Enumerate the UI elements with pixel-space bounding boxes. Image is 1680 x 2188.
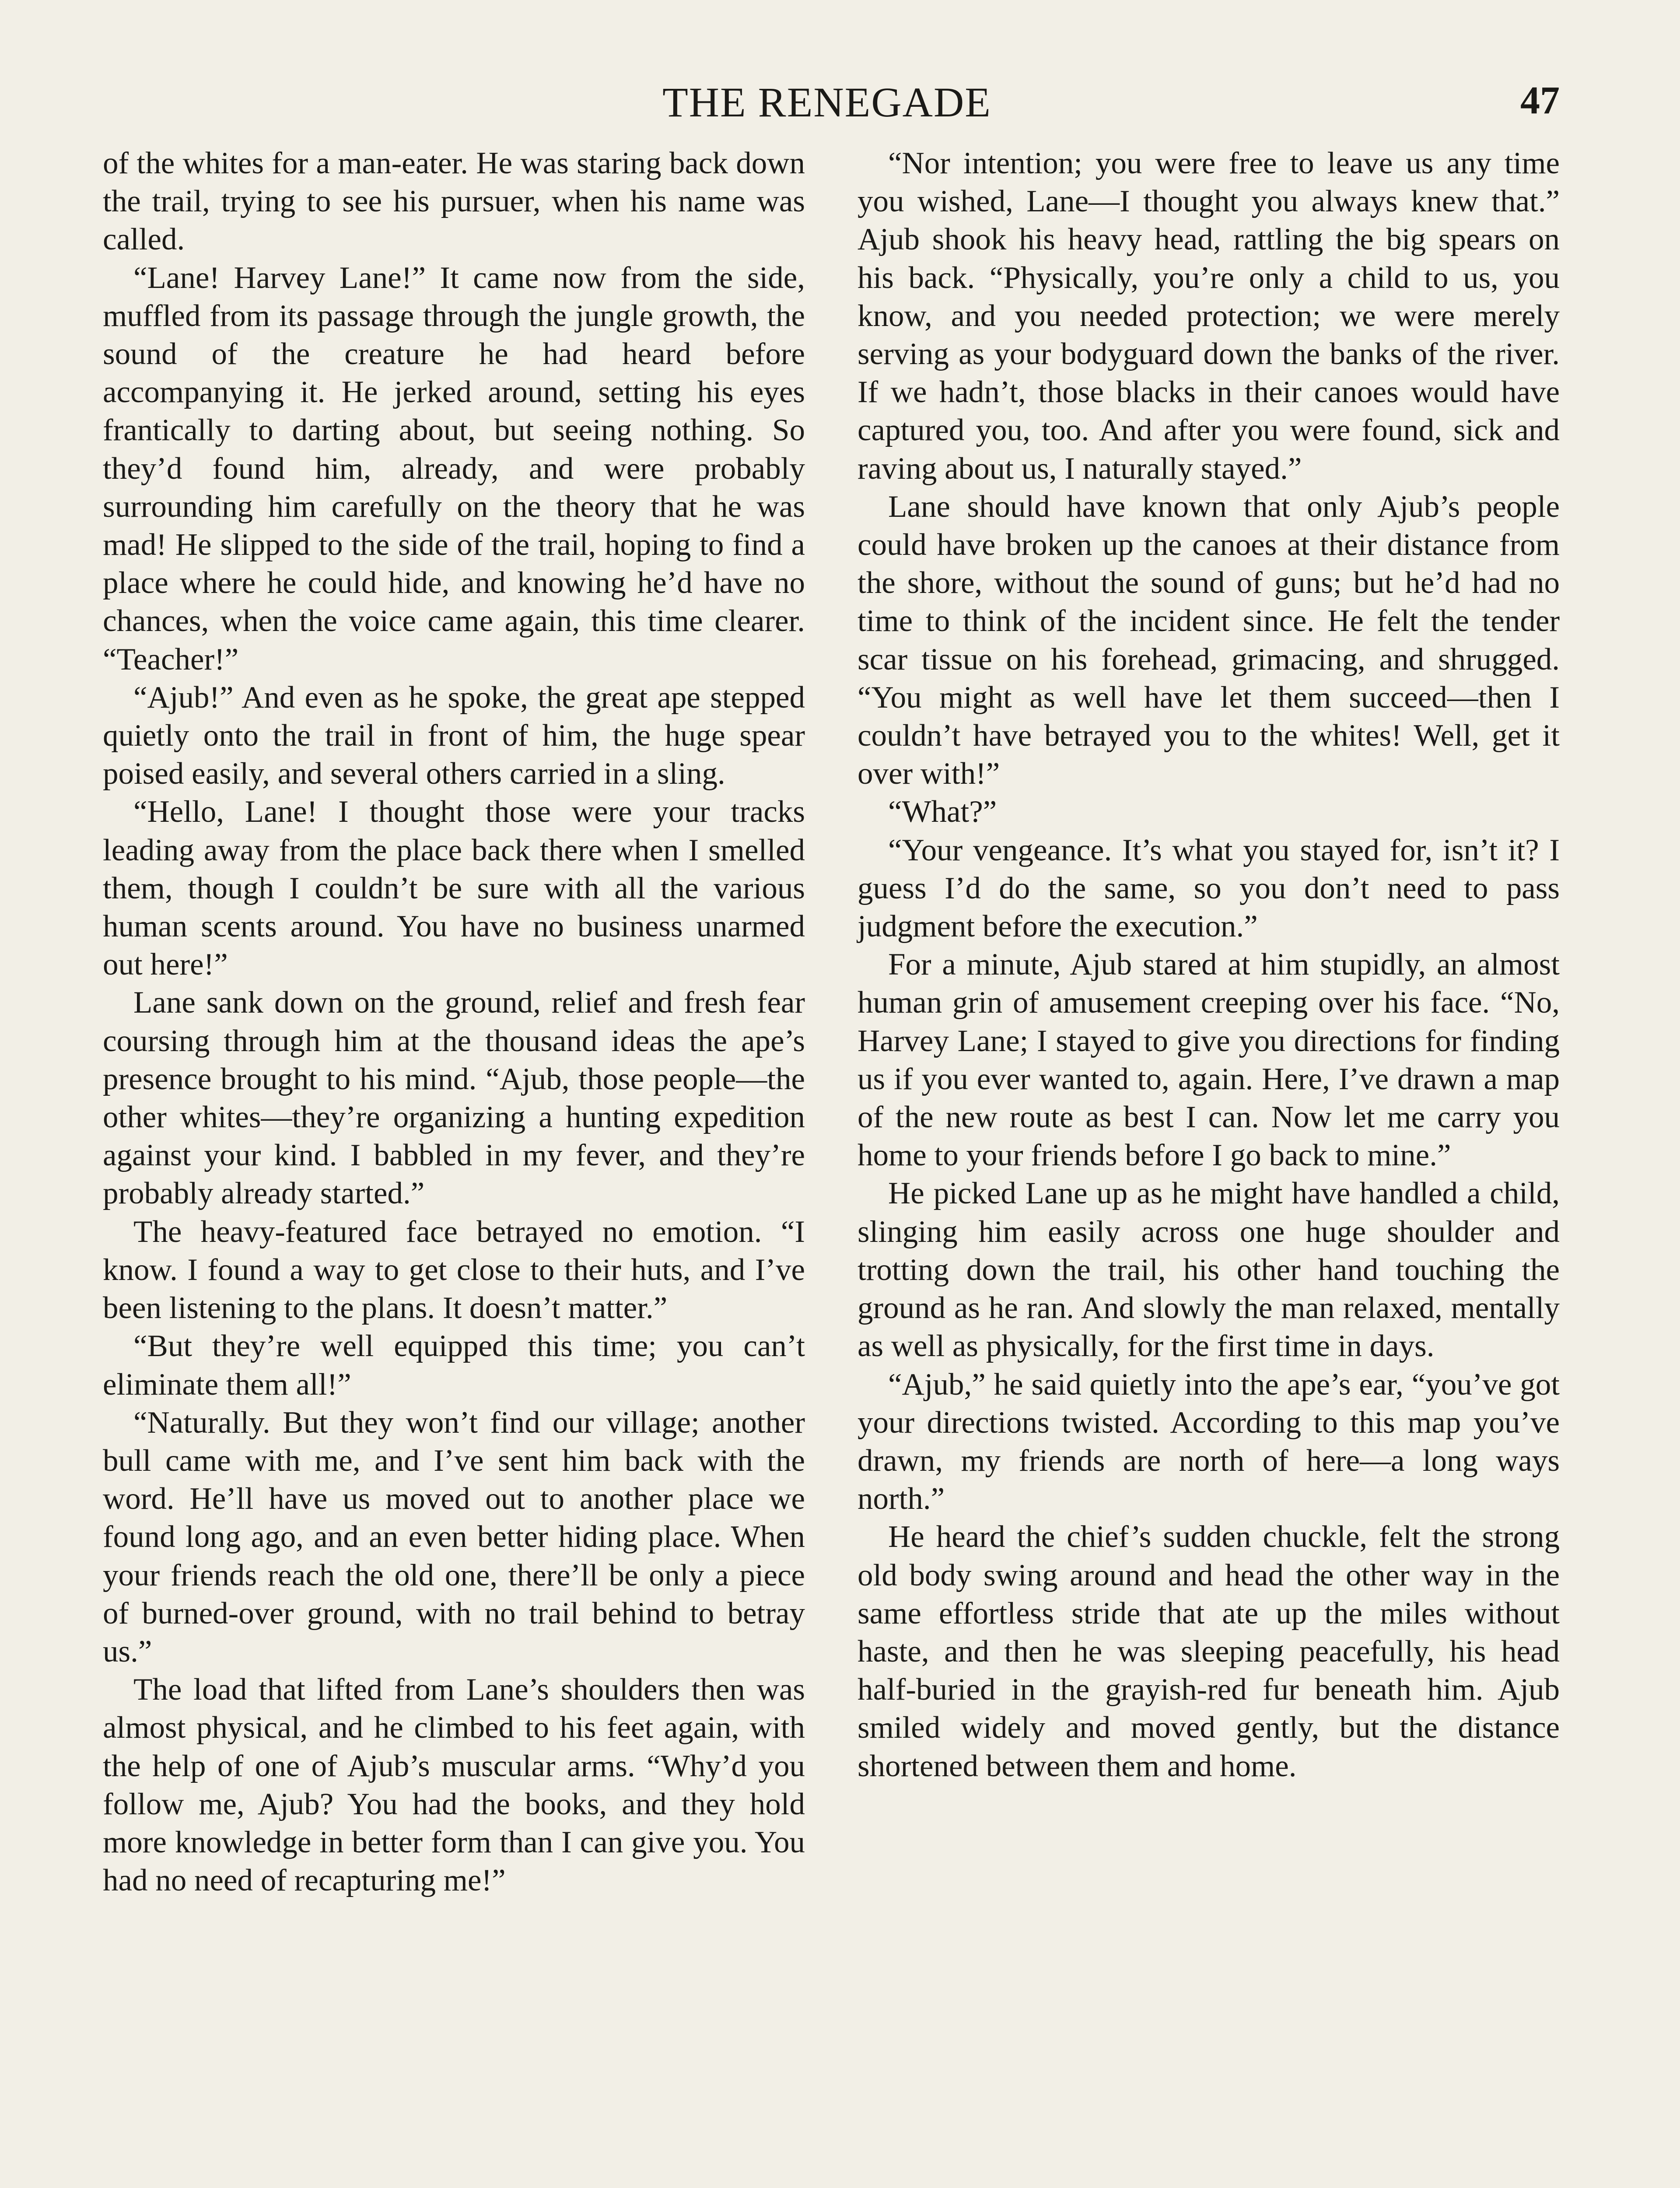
paragraph: Lane sank down on the ground, relief and fresh fear coursing through him at the thousand ideas the ape’s presence brought to his mind. “Ajub, those people—the other whites—they’re organizing a hunting expedition against your kind. I babbled in my fever, and they’re probably already started.”: [103, 985, 805, 1211]
paragraph: “Ajub!” And even as he spoke, the great ape stepped quietly onto the trail in front of him, the huge spear poised easily, and several others carried in a sling.: [103, 680, 805, 791]
right-text-column: [858, 144, 1560, 1785]
paragraph: “Nor intention; you were free to leave us any time you wished, Lane—I thought you always knew that.” Ajub shook his heavy head, rattling the big spears on his back. “Physically, you’re only a child to us, you know, and you needed protection; we were merely serving as your bodyguard down the banks of the river. If we hadn’t, those blacks in their canoes would have captured you, too. And after you were found, sick and raving about us, I naturally stayed.”: [858, 146, 1560, 486]
paragraph: For a minute, Ajub stared at him stupidly, an almost human grin of amusement creeping over his face. “No, Harvey Lane; I stayed to give you directions for finding us if you ever wanted to, again. Here, I’ve drawn a map of the new route as best I can. Now let me carry you home to your friends before I go back to mine.”: [858, 947, 1560, 1173]
paragraph: The heavy-featured face betrayed no emotion. “I know. I found a way to get close to their huts, and I’ve been listening to the plans. It doesn’t matter.”: [103, 1214, 805, 1325]
page-number: 47: [1520, 79, 1560, 122]
running-head-title: THE RENEGADE: [662, 79, 991, 126]
paragraph: “What?”: [888, 795, 997, 829]
paragraph: He picked Lane up as he might have handled a child, slinging him easily across one huge shoulder and trotting down the trail, his other hand touching the ground as he ran. And slowly the man relaxed, mentally as well as physically, for the first time in days.: [858, 1176, 1560, 1364]
paragraph: “Hello, Lane! I thought those were your tracks leading away from the place back there when I smelled them, though I couldn’t be sure with all the various human scents around. You have no business unarmed out here!”: [103, 795, 805, 982]
paragraph: “Lane! Harvey Lane!” It came now from the side, muffled from its passage through the jungle growth, the sound of the creature he had heard before accompanying it. He jerked around, setting his eyes frantically to darting about, but seeing nothing. So they’d found him, already, and were probably surrounding him carefully on the theory that he was mad! He slipped to the side of the trail, hoping to find a place where he could hide, and knowing he’d have no chances, when the voice came again, this time clearer. “Teacher!”: [103, 260, 805, 677]
paragraph: “Ajub,” he said quietly into the ape’s ear, “you’ve got your directions twisted. According to this map you’ve drawn, my friends are north of here—a long ways north.”: [858, 1367, 1560, 1516]
paragraph: He heard the chief’s sudden chuckle, felt the strong old body swing around and head the other way in the same effortless stride that ate up the miles without haste, and then he was sleeping peacefully, his head half-buried in the grayish-red fur beneath him. Ajub smiled widely and moved gently, but the distance shortened between them and home.: [858, 1520, 1560, 1783]
paragraph: “Naturally. But they won’t find our village; another bull came with me, and I’ve sent him back with the word. He’ll have us moved out to another place we found long ago, and an even better hiding place. When your friends reach the old one, there’ll be only a piece of burned-over ground, with no trail behind to betray us.”: [103, 1405, 805, 1669]
left-text-column: [103, 144, 805, 1900]
paragraph: “Your vengeance. It’s what you stayed for, isn’t it? I guess I’d do the same, so you don’t need to pass judgment before the execution.”: [858, 833, 1560, 944]
paragraph: “But they’re well equipped this time; you can’t eliminate them all!”: [103, 1329, 805, 1402]
paragraph: Lane should have known that only Ajub’s people could have broken up the canoes at their distance from the shore, without the sound of guns; but he’d had no time to think of the incident since. He felt the tender scar tissue on his forehead, grimacing, and shrugged. “You might as well have let them succeed—then I couldn’t have betrayed you to the whites! Well, get it over with!”: [858, 489, 1560, 791]
paragraph: of the whites for a man-eater. He was staring back down the trail, trying to see his pursuer, when his name was called.: [103, 146, 805, 257]
paragraph: The load that lifted from Lane’s shoulders then was almost physical, and he climbed to his feet again, with the help of one of Ajub’s muscular arms. “Why’d you follow me, Ajub? You had the books, and they hold more knowledge in better form than I can give you. You had no need of recapturing me!”: [103, 1673, 805, 1898]
